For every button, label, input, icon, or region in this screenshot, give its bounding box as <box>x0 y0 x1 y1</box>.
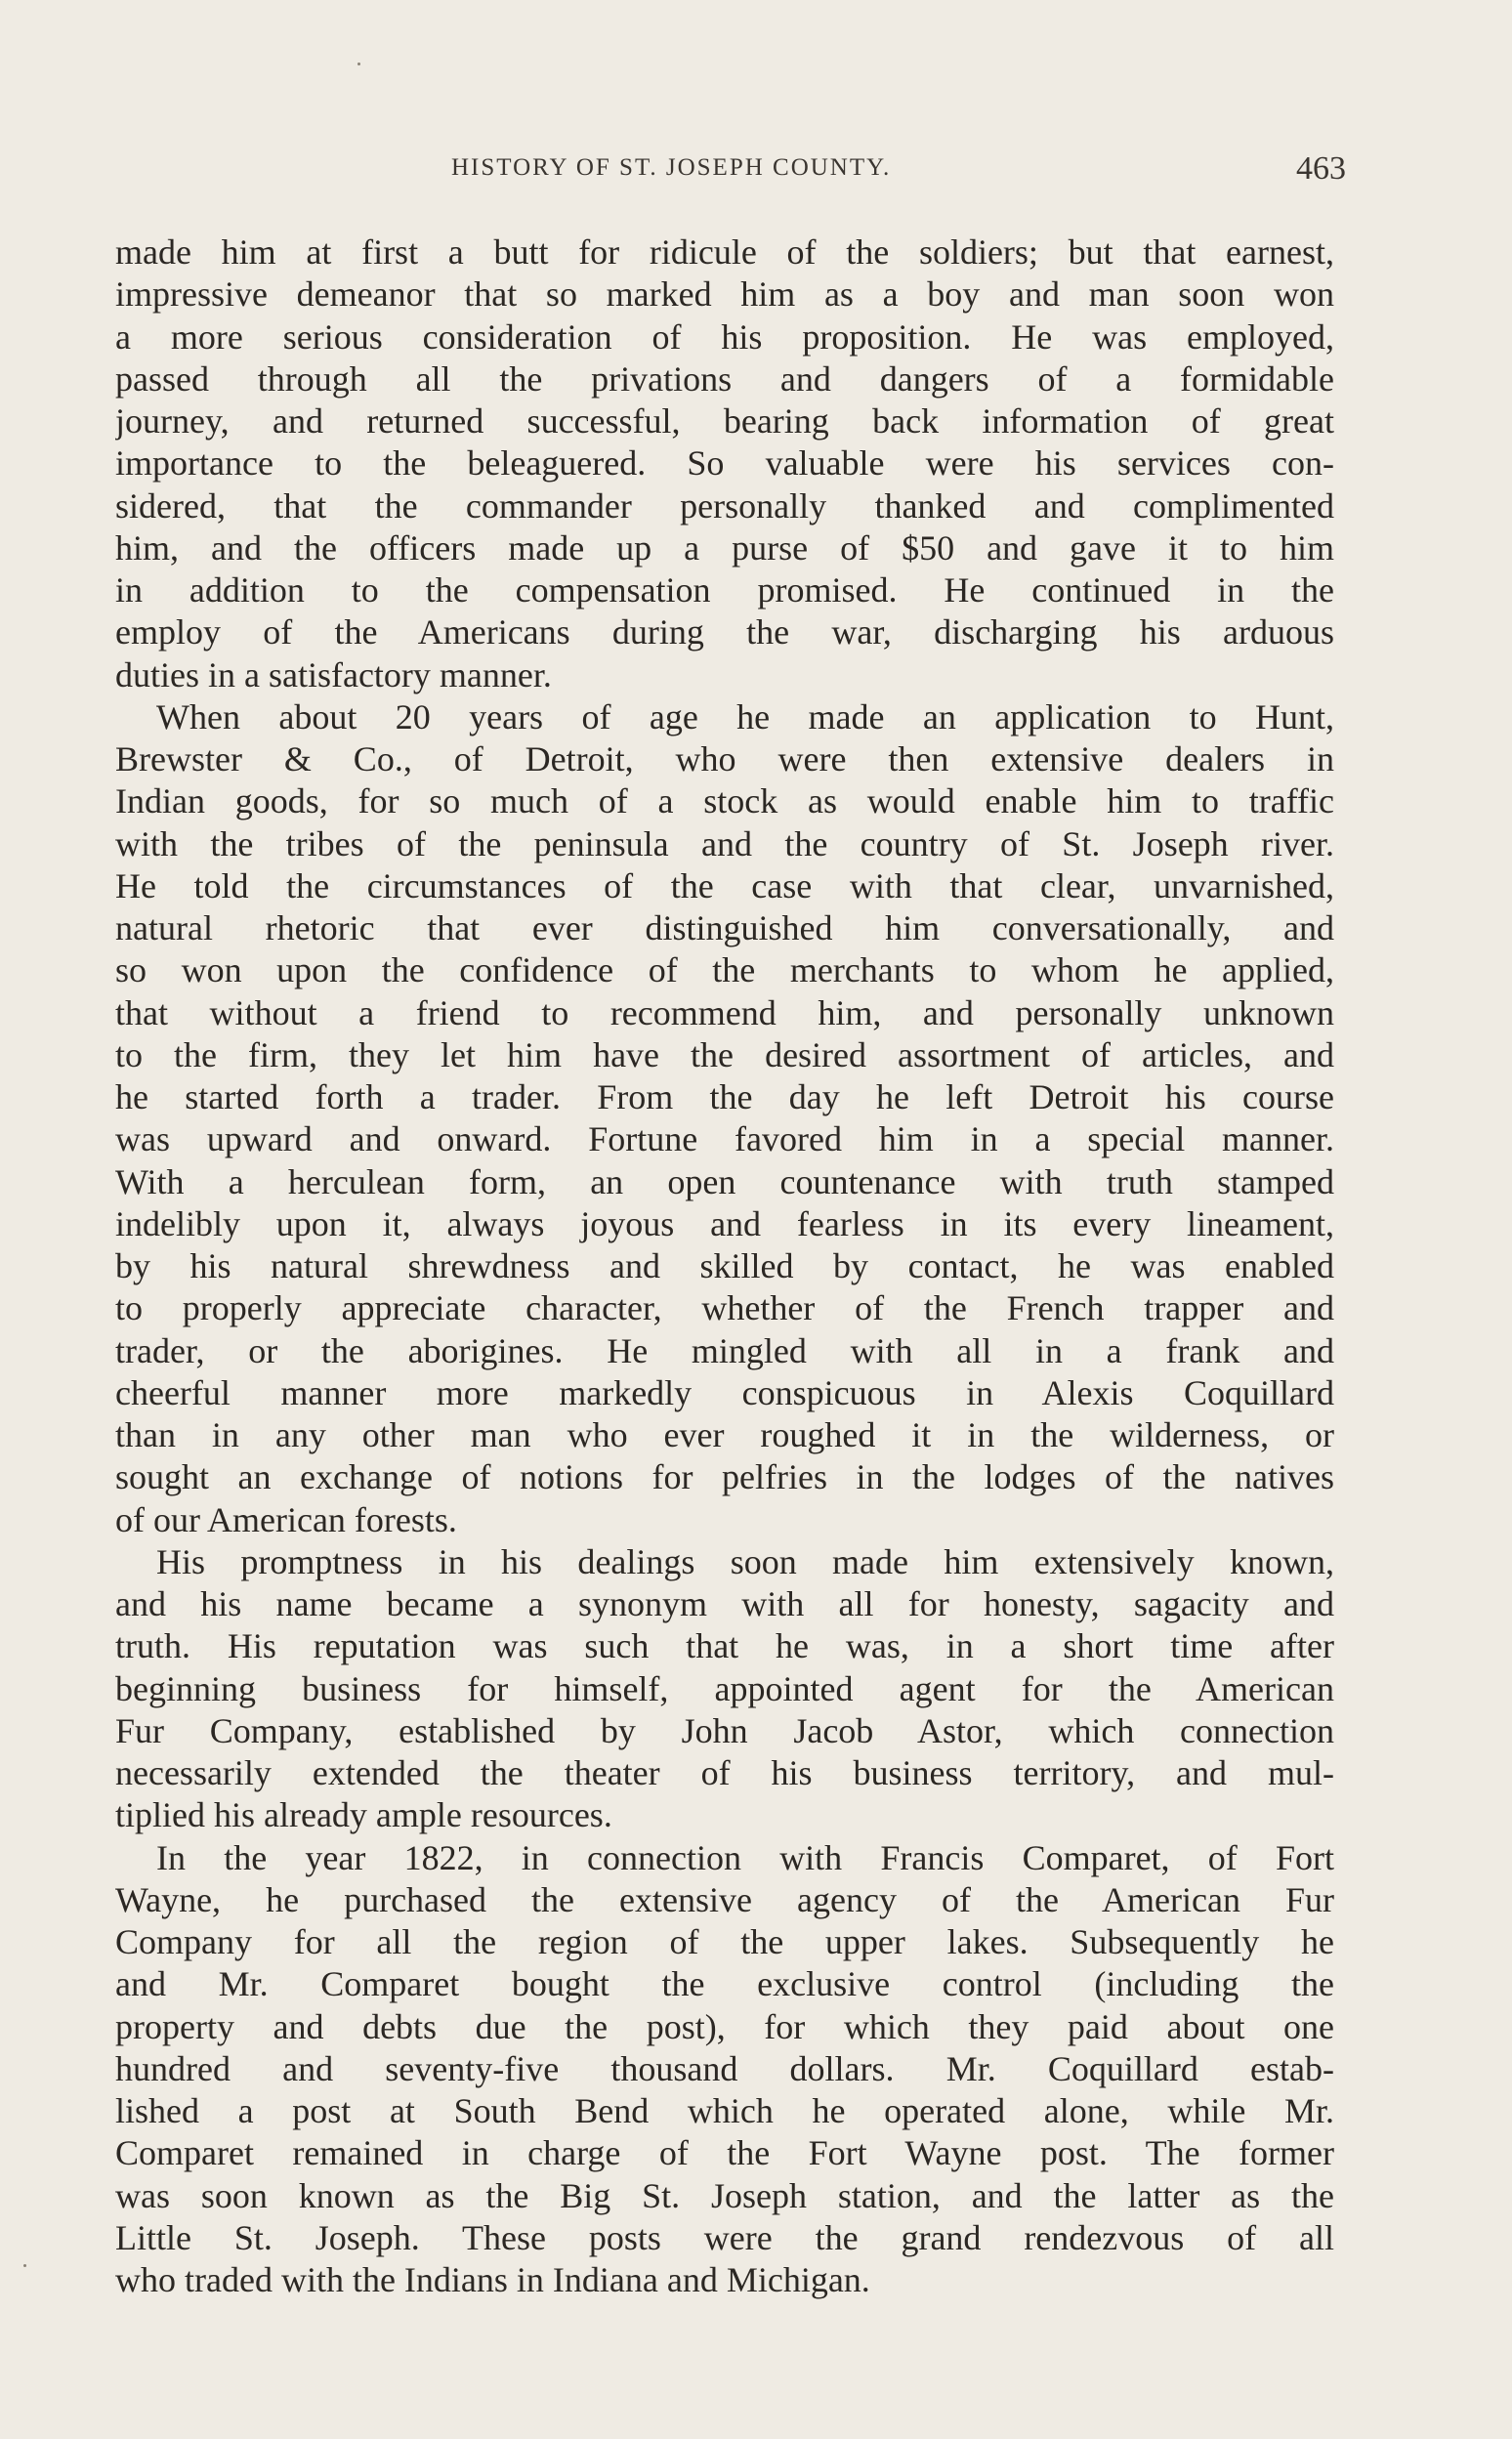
text-line: tiplied his already ample resources. <box>115 1795 612 1835</box>
text-line: When about 20 years of age he made an application to Hunt, <box>156 696 1334 736</box>
text-line: that without a friend to recommend him, and personally unknown <box>115 992 1334 1032</box>
text-line: was soon known as the Big St. Joseph station, and the latter as the <box>115 2175 1334 2215</box>
text-line: lished a post at South Bend which he operated alone, while Mr. <box>115 2091 1334 2130</box>
text-line: Brewster & Co., of Detroit, who were then extensive dealers in <box>115 739 1334 778</box>
text-line: cheerful manner more markedly conspicuous in Alexis Coquillard <box>115 1372 1334 1412</box>
text-line: Wayne, he purchased the extensive agency of the American Fur <box>115 1879 1334 1919</box>
text-line: to the firm, they let him have the desired assortment of articles, and <box>115 1034 1334 1074</box>
text-line: necessarily extended the theater of his business territory, and mul- <box>115 1753 1334 1792</box>
text-line: Fur Company, established by John Jacob Astor, which connection <box>115 1710 1334 1750</box>
text-line: indelibly upon it, always joyous and fearless in its every lineament, <box>115 1203 1334 1243</box>
text-line: sought an exchange of notions for pelfries in the lodges of the natives <box>115 1457 1334 1497</box>
text-line: He told the circumstances of the case with that clear, unvarnished, <box>115 865 1334 905</box>
text-line: beginning business for himself, appointed agent for the American <box>115 1668 1334 1708</box>
text-line: His promptness in his dealings soon made him extensively known, <box>156 1541 1334 1581</box>
body-text <box>115 231 1334 2301</box>
text-line: impressive demeanor that so marked him as a boy and man soon won <box>115 274 1334 315</box>
text-line: passed through all the privations and dangers of a formidable <box>115 358 1334 399</box>
text-line: In the year 1822, in connection with Francis Comparet, of Fort <box>156 1837 1334 1877</box>
text-line: Indian goods, for so much of a stock as would enable him to traffic <box>115 781 1334 821</box>
text-line: sidered, that the commander personally thanked and complimented <box>115 485 1334 526</box>
text-line: in addition to the compensation promised. He continued in the <box>115 570 1334 610</box>
text-line: Comparet remained in charge of the Fort Wayne post. The former <box>115 2133 1334 2173</box>
text-line: Little St. Joseph. These posts were the grand rendezvous of all <box>115 2217 1334 2257</box>
text-line: was upward and onward. Fortune favored him in a special manner. <box>115 1119 1334 1159</box>
text-line: hundred and seventy-five thousand dollars. Mr. Coquillard estab- <box>115 2048 1334 2088</box>
text-line: by his natural shrewdness and skilled by contact, he was enabled <box>115 1246 1334 1285</box>
text-line: he started forth a trader. From the day he left Detroit his course <box>115 1077 1334 1116</box>
page-header <box>451 150 1346 193</box>
text-line: importance to the beleaguered. So valuable were his services con- <box>115 443 1334 484</box>
text-line: him, and the officers made up a purse of $50 and gave it to him <box>115 527 1334 568</box>
text-line: natural rhetoric that ever distinguished him conversationally, and <box>115 908 1334 947</box>
text-line: with the tribes of the peninsula and the country of St. Joseph river. <box>115 823 1334 863</box>
text-line: of our American forests. <box>115 1499 457 1539</box>
text-line: duties in a satisfactory manner. <box>115 654 552 694</box>
text-line: truth. His reputation was such that he was, in a short time after <box>115 1626 1334 1666</box>
text-line: so won upon the confidence of the merchants to whom he applied, <box>115 950 1334 990</box>
text-line: journey, and returned successful, bearing back information of great <box>115 401 1334 441</box>
paper-speck <box>357 63 360 65</box>
text-line: trader, or the aborigines. He mingled with all in a frank and <box>115 1330 1334 1370</box>
text-line: and Mr. Comparet bought the exclusive control (including the <box>115 1964 1334 2004</box>
text-line: who traded with the Indians in Indiana and Michigan. <box>115 2260 870 2299</box>
paper-speck <box>23 2264 26 2267</box>
text-line: to properly appreciate character, whether of the French trapper and <box>115 1288 1334 1328</box>
text-line: made him at first a butt for ridicule of the soldiers; but that earnest, <box>115 232 1334 272</box>
text-line: property and debts due the post), for which they paid about one <box>115 2006 1334 2046</box>
running-head: HISTORY OF ST. JOSEPH COUNTY. <box>451 154 892 181</box>
text-line: a more serious consideration of his proposition. He was employed, <box>115 316 1334 357</box>
text-line: With a herculean form, an open countenance with truth stamped <box>115 1161 1334 1201</box>
text-line: and his name became a synonym with all for honesty, sagacity and <box>115 1584 1334 1623</box>
text-line: than in any other man who ever roughed it in the wilderness, or <box>115 1415 1334 1454</box>
text-line: employ of the Americans during the war, discharging his arduous <box>115 612 1334 652</box>
page-number: 463 <box>1296 150 1346 187</box>
text-line: Company for all the region of the upper lakes. Subsequently he <box>115 1922 1334 1961</box>
